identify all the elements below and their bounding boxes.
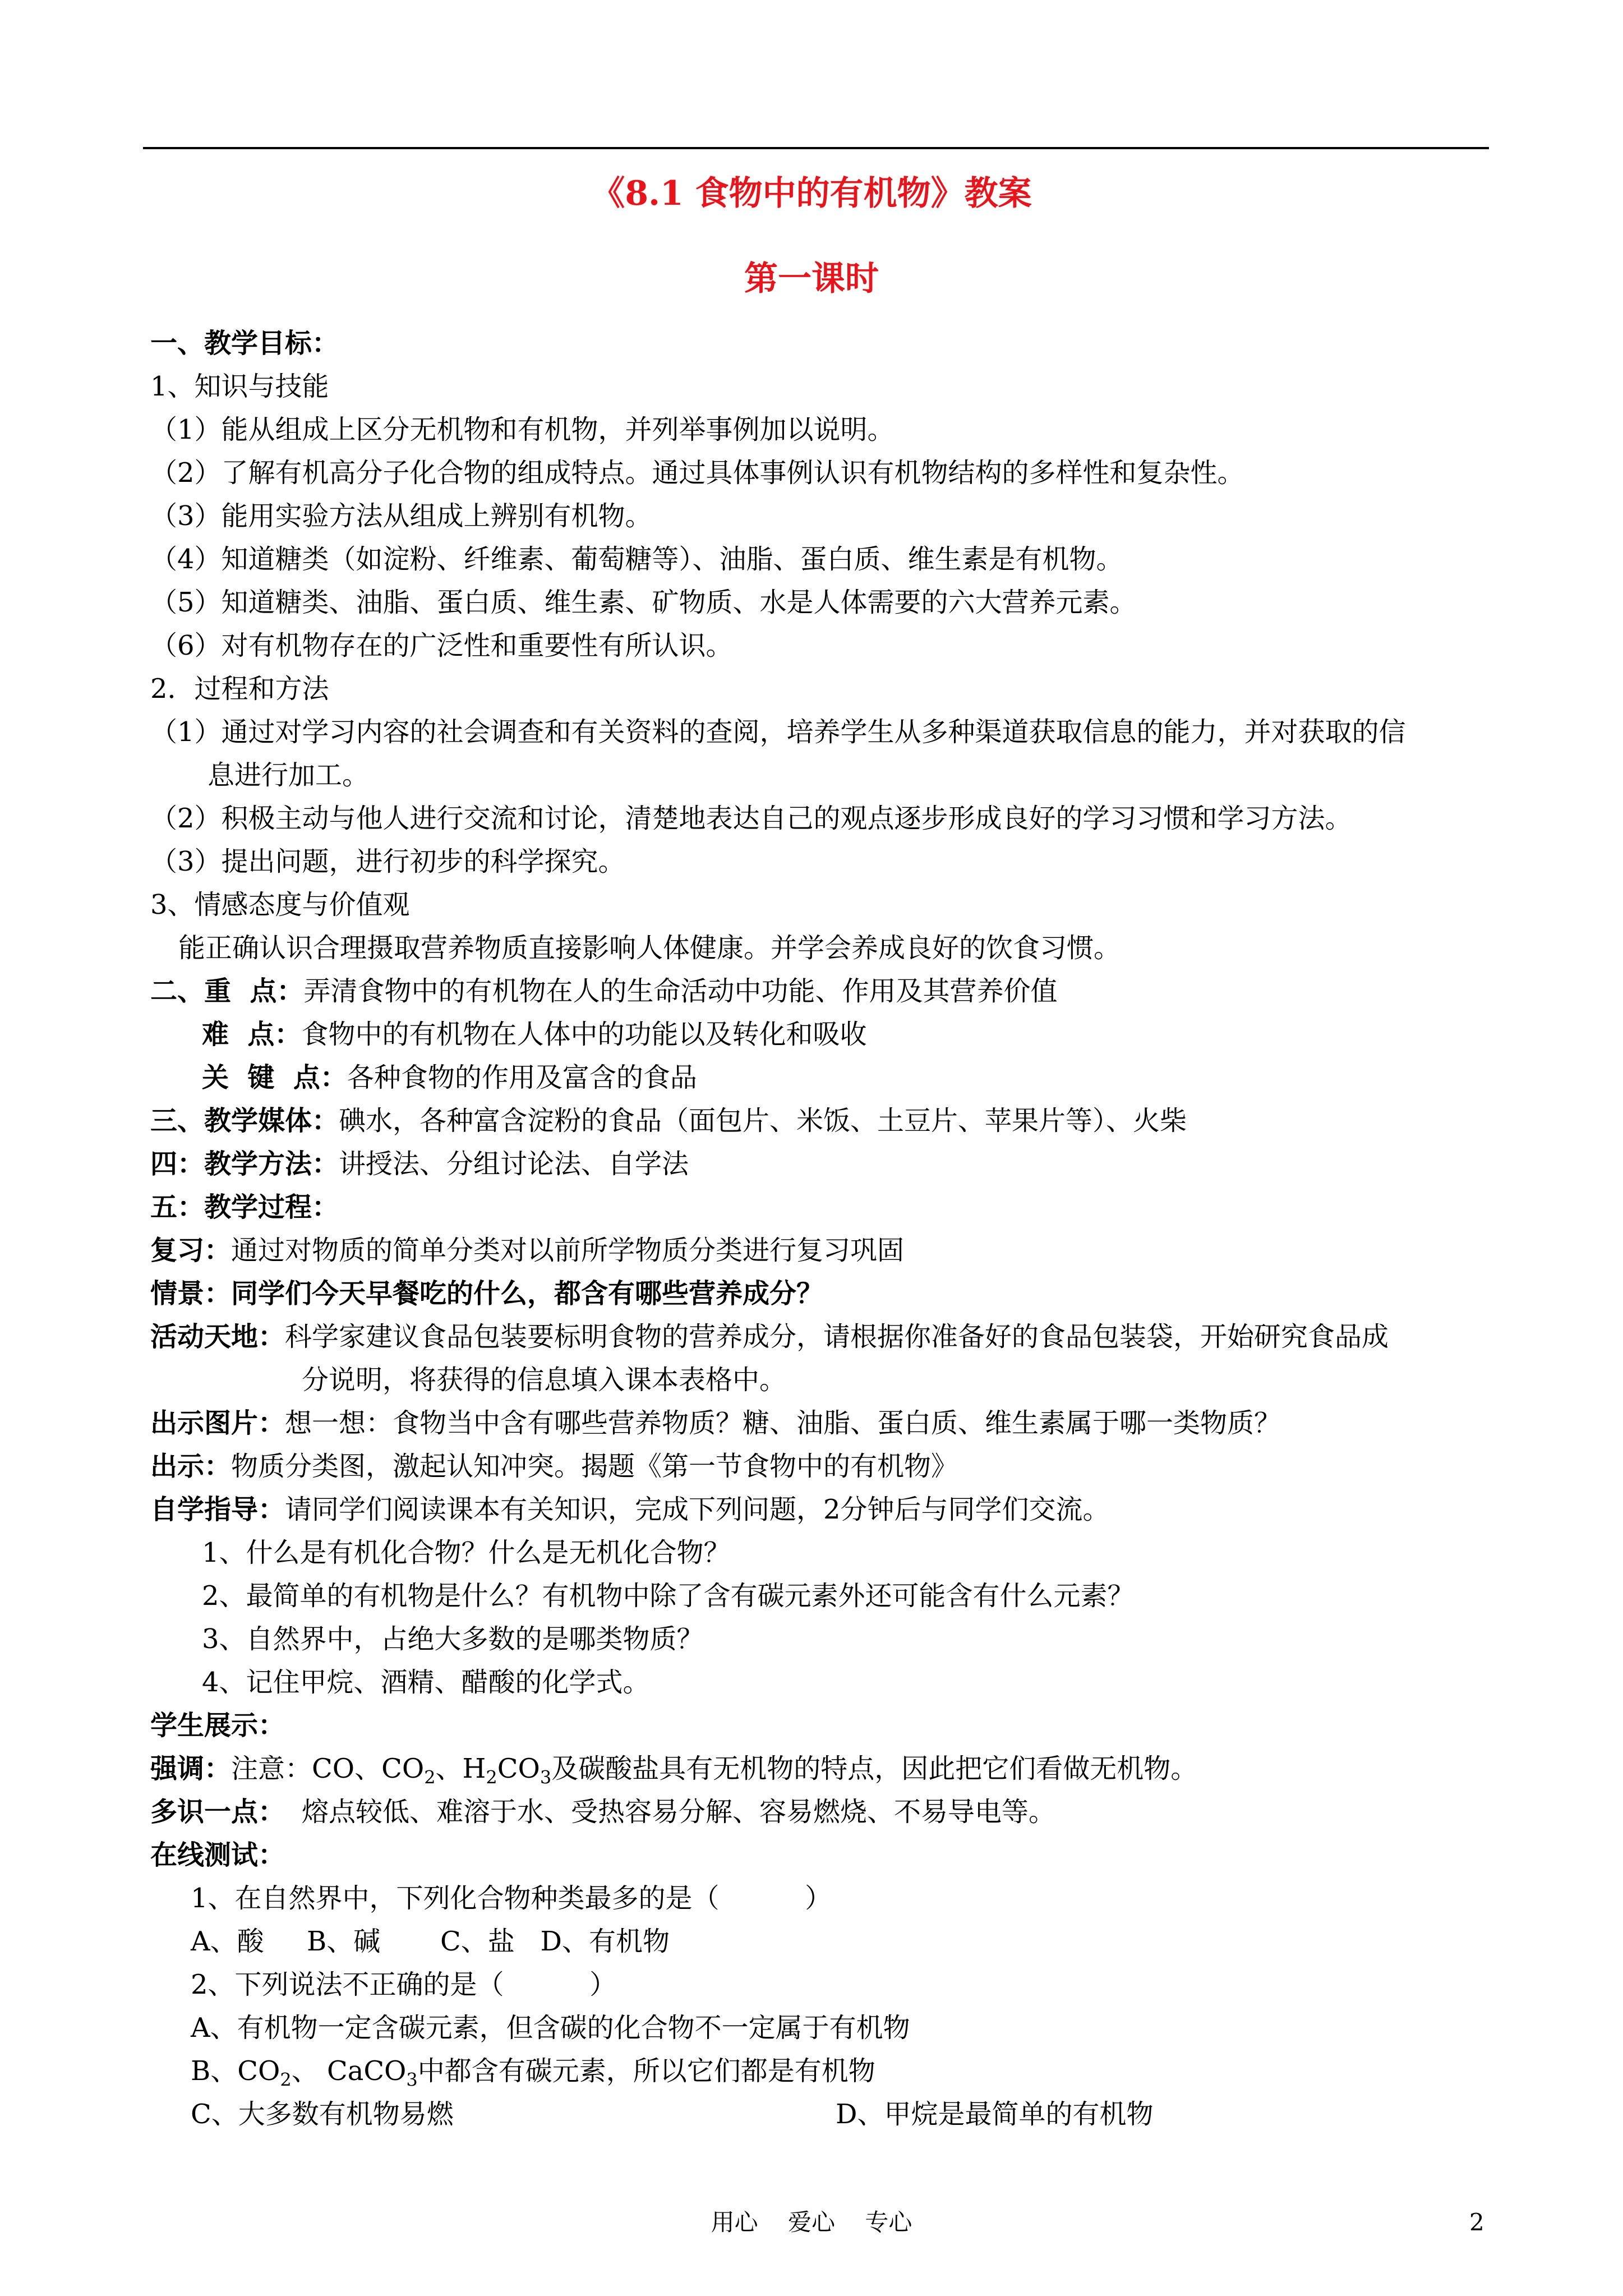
picture-line [150, 1404, 1281, 1443]
more-text: 熔点较低、难溶于水、受热容易分解、容易燃烧、不易导电等。 [302, 1796, 1056, 1828]
scene-text: 同学们今天早餐吃的什么，都含有哪些营养成分？ [231, 1278, 824, 1309]
show-line [150, 1447, 958, 1486]
knowledge-heading: 1、知识与技能 [150, 371, 329, 402]
question-item: 3、自然界中，占绝大多数的是哪类物质？ [202, 1623, 704, 1655]
scene-label: 情景： [150, 1278, 232, 1309]
goals-heading: 一、教学目标： [150, 328, 339, 359]
process-item: （1）通过对学习内容的社会调查和有关资料的查阅，培养学生从多种渠道获取信息的能力，并对获取的信 [150, 716, 1406, 748]
key-text: 各种食物的作用及富含的食品 [347, 1062, 697, 1093]
emotion-item: 能正确认识合理摄取营养物质直接影响人体健康。并学会养成良好的饮食习惯。 [178, 932, 1121, 964]
stress-line [150, 1749, 1197, 1788]
show-text: 物质分类图，激起认知冲突。揭题《第一节食物中的有机物》 [231, 1451, 958, 1482]
document-title: 《8.1 食物中的有机物》教案 [591, 174, 1032, 213]
process-item-continued: 息进行加工。 [208, 760, 370, 791]
goal-item: （6）对有机物存在的广泛性和重要性有所认识。 [150, 630, 733, 661]
subscript: 3 [540, 1766, 552, 1788]
media-label: 三、教学媒体： [150, 1105, 339, 1137]
header-rule [143, 147, 1489, 149]
test-question: 2、下列说法不正确的是（ ） [191, 1969, 617, 2000]
activity-label: 活动天地： [150, 1321, 285, 1352]
test-option: D、甲烷是最简单的有机物 [836, 2099, 1154, 2130]
goal-item: （2）了解有机高分子化合物的组成特点。通过具体事例认识有机物结构的多样性和复杂性。 [150, 457, 1244, 489]
difficulty-label: 难 点： [202, 1019, 302, 1050]
key-line [202, 1058, 697, 1097]
subscript: 2 [486, 1766, 497, 1788]
key-label: 关 键 点： [202, 1062, 347, 1093]
test-option-text: 中都含有碳元素，所以它们都是有机物 [417, 2055, 875, 2087]
teaching-process-heading: 五：教学过程： [150, 1191, 339, 1223]
test-question: 1、在自然界中，下列化合物种类最多的是（ ） [191, 1883, 832, 1914]
goal-item: （3）能用实验方法从组成上辨别有机物。 [150, 500, 652, 532]
method-text: 讲授法、分组讨论法、自学法 [339, 1148, 689, 1180]
subscript: 3 [406, 2069, 418, 2091]
subscript: 2 [280, 2069, 292, 2091]
media-text: 碘水，各种富含淀粉的食品（面包片、米饭、土豆片、苹果片等）、火柴 [339, 1105, 1187, 1137]
show-label: 出示： [150, 1451, 232, 1482]
picture-label: 出示图片： [150, 1407, 285, 1439]
stress-text: 注意：CO、CO [231, 1753, 425, 1784]
difficulty-text: 食物中的有机物在人体中的功能以及转化和吸收 [301, 1019, 867, 1050]
process-heading: 2．过程和方法 [150, 673, 329, 705]
review-label: 复习： [150, 1235, 232, 1266]
process-item: （2）积极主动与他人进行交流和讨论，清楚地表达自己的观点逐步形成良好的学习习惯和学习方法。 [150, 803, 1352, 834]
activity-text: 科学家建议食品包装要标明食物的营养成分，请根据你准备好的食品包装袋，开始研究食品成 [285, 1321, 1389, 1352]
question-item: 2、最简单的有机物是什么？有机物中除了含有碳元素外还可能含有什么元素？ [202, 1580, 1135, 1612]
page-number: 2 [1469, 2208, 1484, 2236]
focus-line [150, 972, 1057, 1011]
focus-text: 弄清食物中的有机物在人的生命活动中功能、作用及其营养价值 [303, 976, 1058, 1007]
goal-item: （4）知道糖类（如淀粉、纤维素、葡萄糖等）、油脂、蛋白质、维生素是有机物。 [150, 544, 1123, 575]
test-option-text: 、 CaCO [291, 2055, 407, 2087]
test-option: A、有机物一定含碳元素，但含碳的化合物不一定属于有机物 [191, 2012, 910, 2044]
question-item: 1、什么是有机化合物？什么是无机化合物？ [202, 1537, 731, 1568]
emotion-heading: 3、情感态度与价值观 [150, 889, 410, 921]
more-label: 多识一点： [150, 1796, 285, 1828]
self-study-label: 自学指导： [150, 1494, 285, 1525]
student-show-label: 学生展示： [150, 1710, 285, 1741]
difficulty-line [202, 1015, 866, 1054]
goal-item: （1）能从组成上区分无机物和有机物，并列举事例加以说明。 [150, 414, 895, 445]
test-option [191, 2051, 875, 2091]
method-line [150, 1144, 689, 1184]
activity-line [150, 1317, 1389, 1356]
process-item: （3）提出问题，进行初步的科学探究。 [150, 846, 625, 877]
online-test-label: 在线测试： [150, 1839, 285, 1871]
test-option: C、大多数有机物易燃 [191, 2099, 454, 2130]
goal-item: （5）知道糖类、油脂、蛋白质、维生素、矿物质、水是人体需要的六大营养元素。 [150, 587, 1137, 618]
stress-text: 、H [435, 1753, 486, 1784]
review-text: 通过对物质的简单分类对以前所学物质分类进行复习巩固 [231, 1235, 905, 1266]
scene-line [150, 1274, 823, 1313]
test-option-text: B、CO [191, 2055, 280, 2087]
focus-label: 二、重 点： [150, 976, 304, 1007]
review-line [150, 1231, 904, 1270]
stress-label: 强调： [150, 1753, 232, 1784]
footer-motto: 用心 爱心 专心 [711, 2208, 912, 2236]
method-label: 四：教学方法： [150, 1148, 339, 1180]
test-options: A、酸 B、碱 C、盐 D、有机物 [191, 1926, 670, 1957]
question-item: 4、记住甲烷、酒精、醋酸的化学式。 [202, 1667, 650, 1698]
subscript: 2 [424, 1766, 436, 1788]
document-subtitle: 第一课时 [744, 259, 879, 298]
self-study-line [150, 1490, 1110, 1529]
more-line [150, 1792, 1055, 1832]
media-line [150, 1101, 1187, 1140]
stress-text: CO [497, 1753, 540, 1784]
stress-text: 及碳酸盐具有无机物的特点，因此把它们看做无机物。 [551, 1753, 1198, 1784]
picture-text: 想一想：食物当中含有哪些营养物质？糖、油脂、蛋白质、维生素属于哪一类物质？ [285, 1407, 1281, 1439]
activity-line-continued: 分说明，将获得的信息填入课本表格中。 [302, 1364, 787, 1396]
self-study-text: 请同学们阅读课本有关知识，完成下列问题，2分钟后与同学们交流。 [285, 1494, 1110, 1525]
